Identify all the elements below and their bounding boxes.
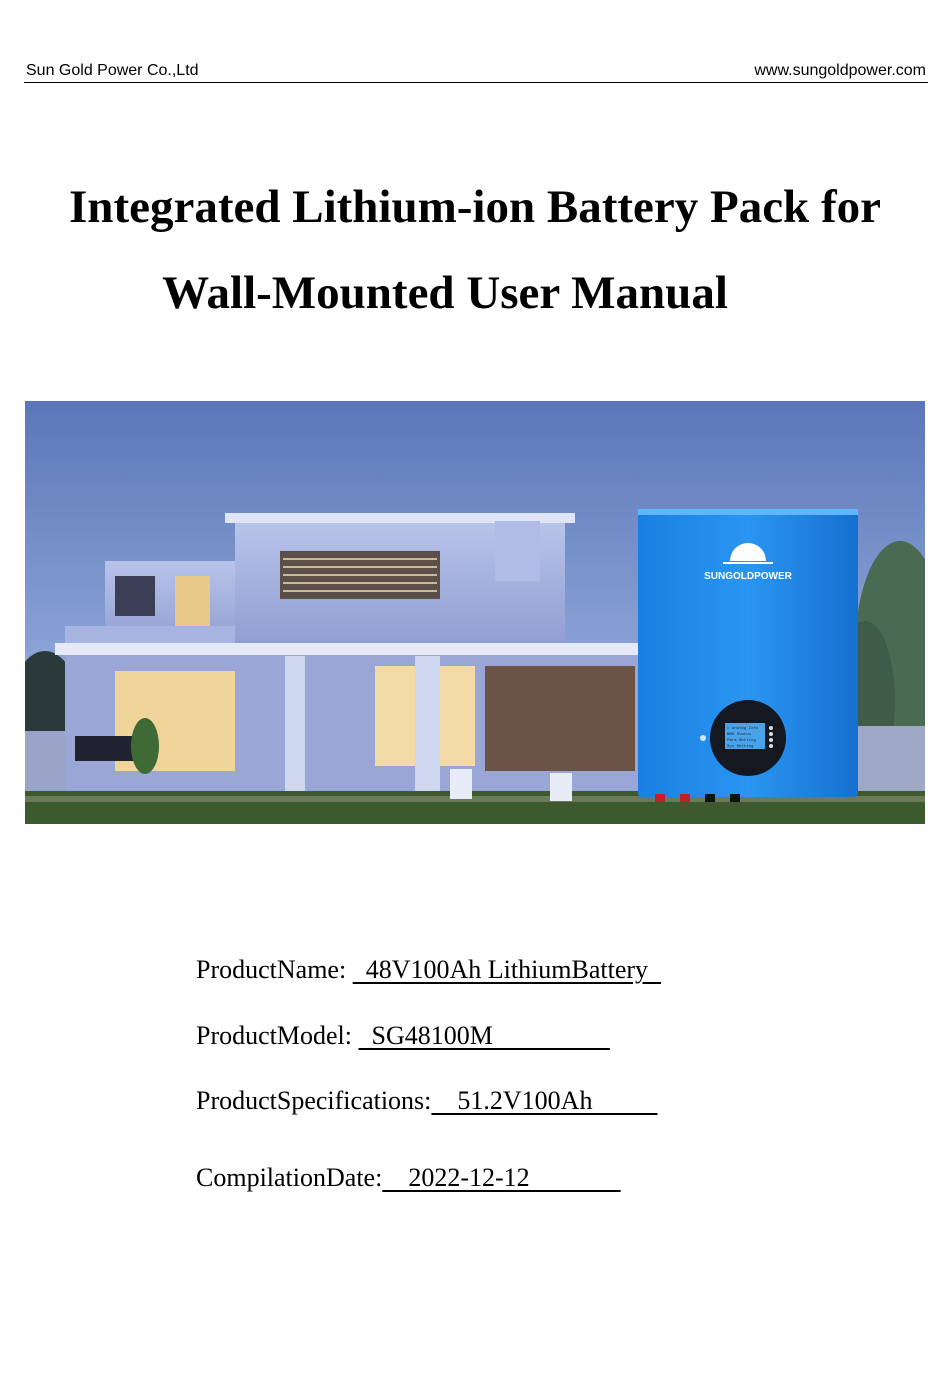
lcd-line-4: Sys Setting (727, 745, 754, 749)
compilation-date-value: 2022-12-12 (382, 1163, 621, 1192)
product-name-value: 48V100Ah LithiumBattery (352, 955, 662, 984)
lcd-line-2: BMS Status (727, 733, 752, 737)
compilation-date-label: CompilationDate: (196, 1163, 383, 1192)
product-specifications-label: ProductSpecifications: (196, 1086, 432, 1115)
company-name: Sun Gold Power Co.,Ltd (26, 62, 199, 79)
document-title-line-1: Integrated Lithium-ion Battery Pack for (69, 181, 881, 233)
compilation-date-field (196, 1163, 621, 1193)
product-name-field (196, 955, 661, 985)
product-specifications-field (196, 1086, 657, 1116)
lcd-line-3: Para Setting (727, 739, 756, 743)
battery-brand-logo: SUNGOLDPOWER (704, 571, 792, 582)
hero-image (25, 401, 925, 824)
lcd-line-1: > Analog Info (727, 727, 759, 731)
product-model-label: ProductModel: (196, 1021, 352, 1050)
product-model-value: SG48100M (358, 1021, 610, 1050)
document-title-line-2: Wall-Mounted User Manual (162, 267, 728, 319)
website-url[interactable]: www.sungoldpower.com (754, 62, 926, 79)
product-specifications-value: 51.2V100Ah (431, 1086, 658, 1115)
product-name-label: ProductName: (196, 955, 347, 984)
product-model-field (196, 1021, 610, 1051)
page-header (24, 60, 928, 83)
